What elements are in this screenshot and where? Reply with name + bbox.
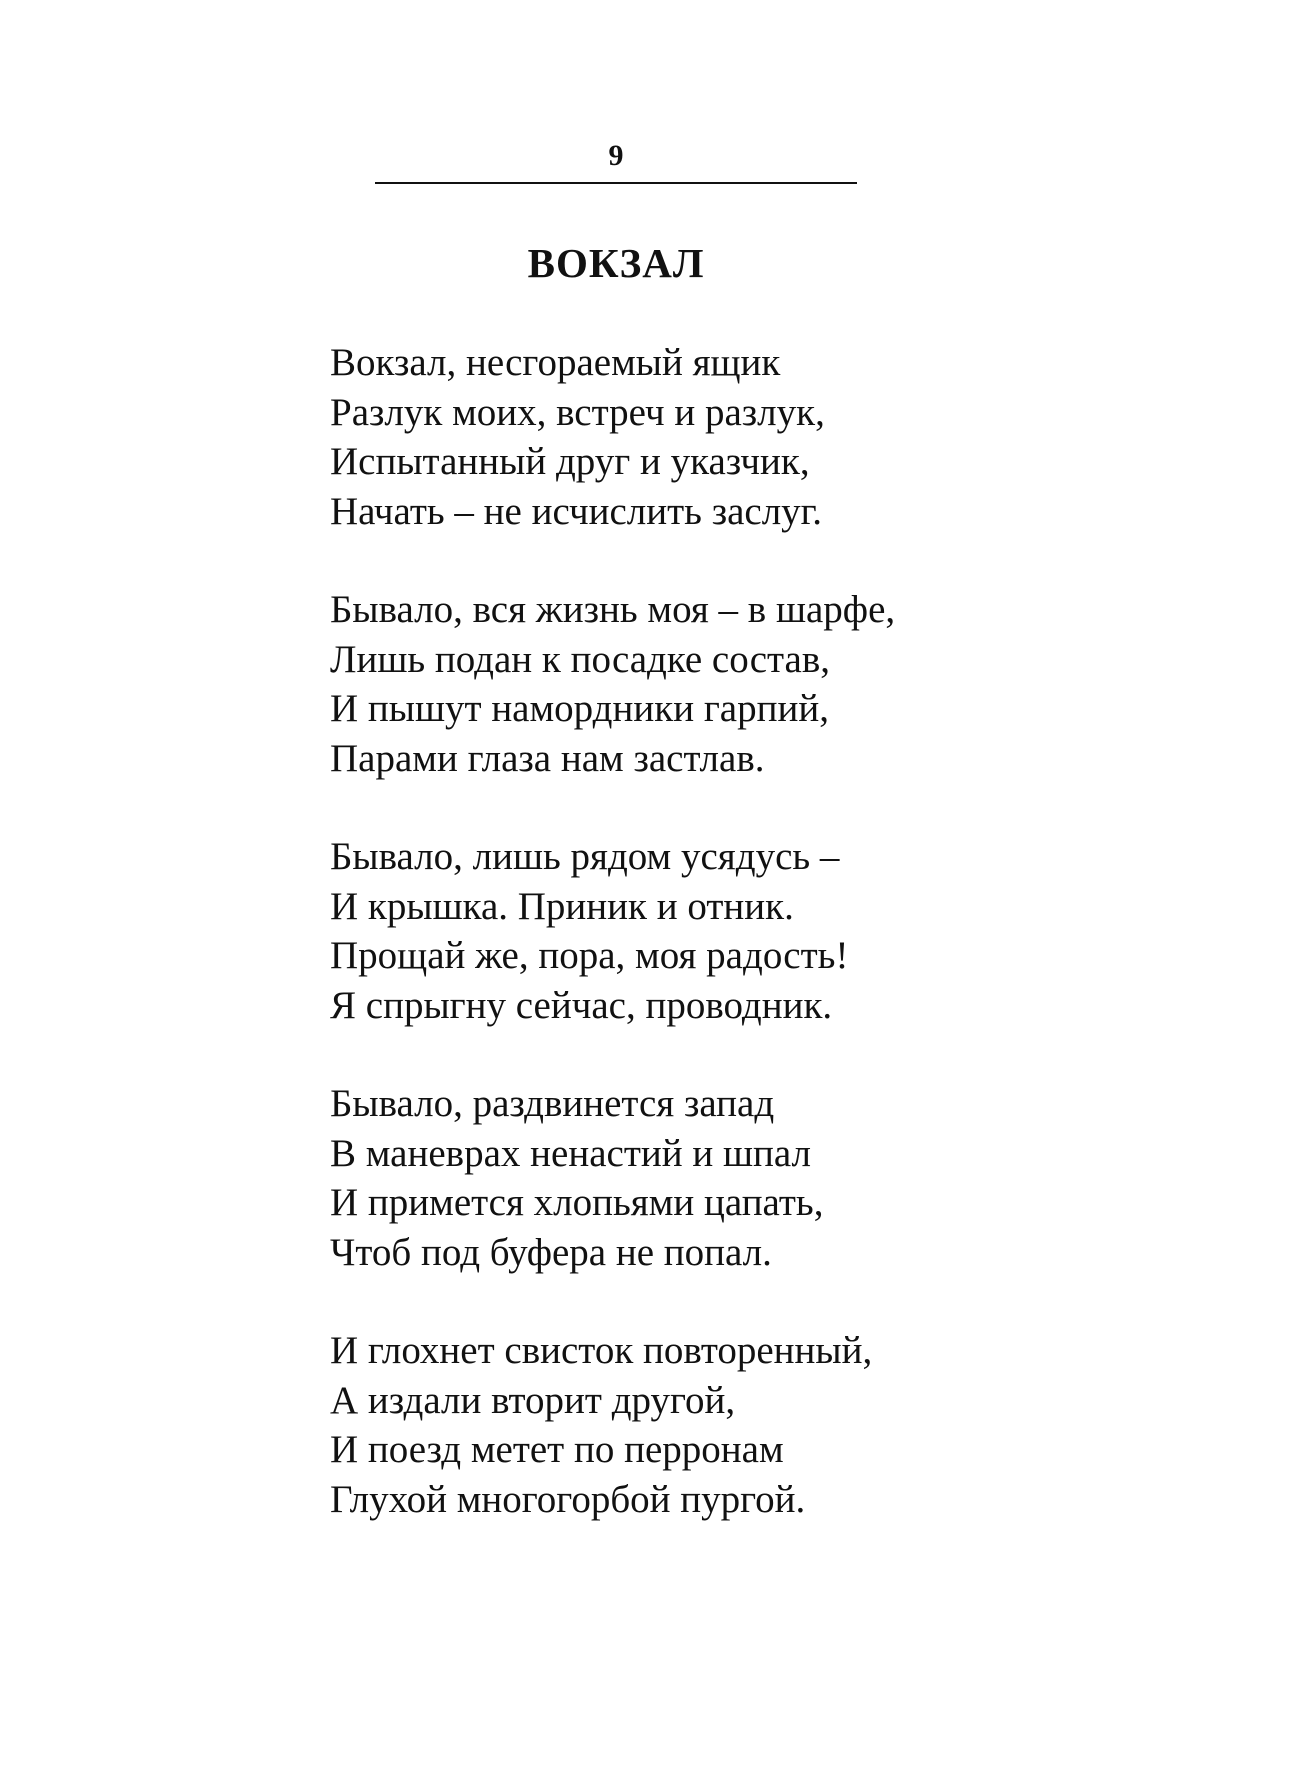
poem-line: Разлук моих, встреч и разлук, — [330, 390, 825, 434]
poem-title: ВОКЗАЛ — [527, 240, 705, 286]
poem-line: Испытанный друг и указчик, — [330, 440, 810, 483]
poem-line: И примется хлопьями цапать, — [330, 1181, 824, 1224]
stanza-3 — [330, 832, 1230, 1030]
poem-line: Бывало, лишь рядом усядусь – — [330, 835, 840, 878]
poem-line: Я спрыгну сейчас, проводник. — [330, 983, 833, 1027]
poem-line: Чтоб под буфера не попал. — [330, 1230, 772, 1274]
poem-line: Начать – не исчислить заслуг. — [330, 489, 823, 533]
poem-body — [330, 338, 1230, 1573]
poem-line: Бывало, вся жизнь моя – в шарфе, — [330, 588, 896, 631]
poem-line: В маневрах ненастий и шпал — [330, 1131, 811, 1175]
page-header — [375, 138, 857, 174]
poem-line: И пышут намордники гарпий, — [330, 687, 829, 730]
poem-line: Лишь подан к посадке состав, — [330, 637, 831, 681]
poem-line: Парами глаза нам застлав. — [330, 736, 765, 780]
stanza-5 — [330, 1326, 1230, 1524]
poem-line: И поезд метет по перронам — [330, 1428, 784, 1471]
poem-line: А издали вторит другой, — [330, 1378, 736, 1422]
poem-line: Бывало, раздвинется запад — [330, 1082, 775, 1125]
header-rule — [375, 182, 857, 184]
poem-line: Прощай же, пора, моя радость! — [330, 934, 849, 977]
poem-line: И крышка. Приник и отник. — [330, 884, 794, 928]
poem-line: Глухой многогорбой пургой. — [330, 1477, 806, 1521]
poem-line: И глохнет свисток повторенный, — [330, 1329, 873, 1372]
stanza-4 — [330, 1079, 1230, 1277]
stanza-1 — [330, 338, 1230, 536]
stanza-2 — [330, 585, 1230, 783]
page-number: 9 — [608, 139, 624, 172]
poem-line: Вокзал, несгораемый ящик — [330, 341, 781, 384]
